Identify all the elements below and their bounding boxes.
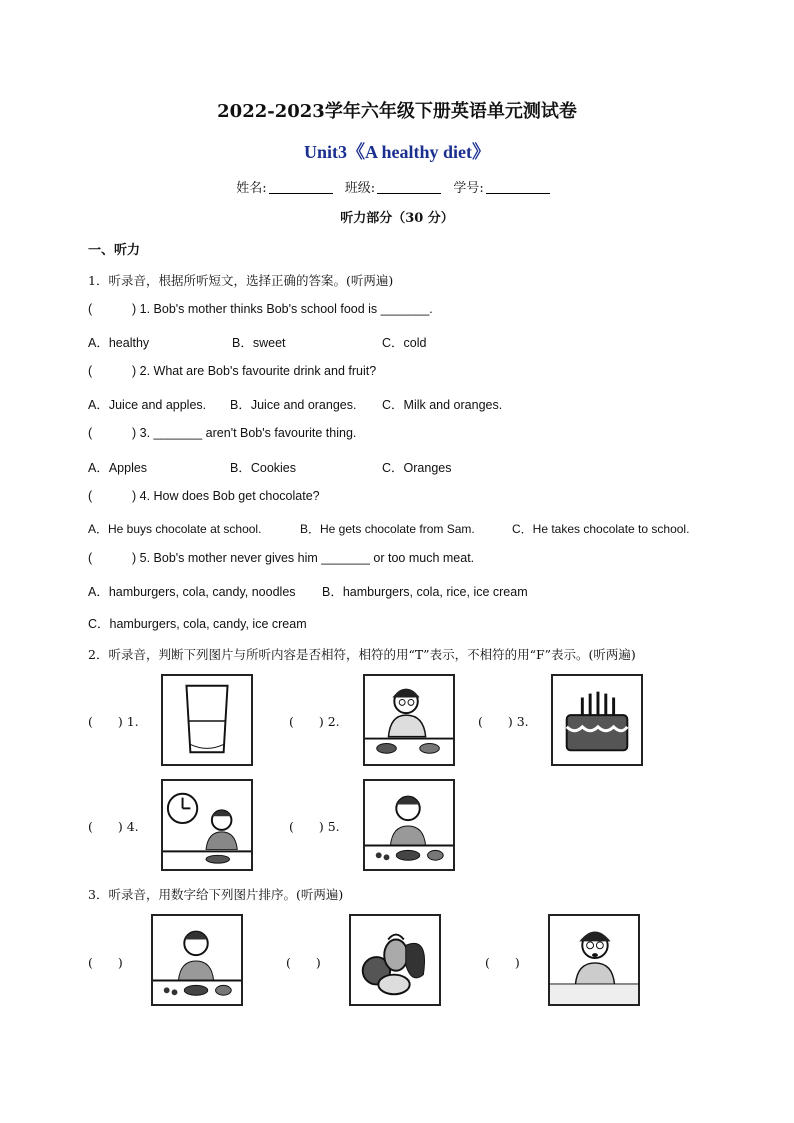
q1-instruction: 1．听录音，根据所听短文，选择正确的答案。(听两遍)	[88, 273, 394, 288]
class-label: 班级:	[344, 181, 376, 196]
option-3c: C．Oranges	[382, 461, 452, 475]
q2-label-5: ( ) 5.	[289, 819, 340, 834]
option-1c: C．cold	[382, 336, 427, 350]
page-title: 2022-2023学年六年级下册英语单元测试卷	[217, 101, 577, 122]
option-4b: B．He gets chocolate from Sam.	[300, 522, 475, 536]
option-3a: A．Apples	[88, 461, 148, 475]
boy-meal-picture	[151, 914, 243, 1006]
option-4c: C．He takes chocolate to school.	[512, 522, 690, 536]
fruit-vegetables-picture	[349, 914, 441, 1006]
option-2a: A．Juice and apples.	[88, 398, 207, 412]
q3-label-1: ( )	[88, 955, 123, 970]
id-blank[interactable]	[486, 181, 550, 194]
option-3b: B．Cookies	[230, 461, 296, 475]
option-1a: A．healthy	[88, 336, 150, 350]
q2-label-1: ( ) 1.	[88, 714, 139, 729]
q2-label-4: ( ) 4.	[88, 819, 139, 834]
question-4: ( ) 4. How does Bob get chocolate?	[88, 489, 320, 503]
student-info	[0, 177, 794, 196]
birthday-cake-picture	[551, 674, 643, 766]
question-1: ( ) 1. Bob's mother thinks Bob's school food is _______.	[88, 302, 433, 316]
option-2c: C．Milk and oranges.	[382, 398, 503, 412]
boy-clock-picture	[161, 779, 253, 871]
q3-instruction: 3．听录音，用数字给下列图片排序。(听两遍)	[88, 887, 344, 902]
option-5b: B．hamburgers, cola, rice, ice cream	[322, 585, 528, 599]
q3-label-2: ( )	[286, 955, 321, 970]
boy-meal-picture	[363, 779, 455, 871]
option-5a: A．hamburgers, cola, candy, noodles	[88, 585, 296, 599]
unit-subtitle: Unit3《A healthy diet》	[303, 142, 490, 162]
girl-eating-picture	[548, 914, 640, 1006]
part-heading: 一、听力	[88, 243, 141, 258]
girl-eating-picture	[363, 674, 455, 766]
question-3: ( ) 3. _______ aren't Bob's favourite thing.	[88, 426, 357, 440]
id-label: 学号:	[453, 181, 484, 196]
q2-instruction: 2．听录音，判断下列图片与所听内容是否相符，相符的用“T”表示，不相符的用“F”表示。(听两遍)	[88, 647, 636, 662]
question-5: ( ) 5. Bob's mother never gives him _______ or too much meat.	[88, 551, 475, 565]
q2-label-2: ( ) 2.	[289, 714, 340, 729]
class-blank[interactable]	[377, 181, 441, 194]
q3-label-3: ( )	[485, 955, 520, 970]
option-2b: B．Juice and oranges.	[230, 398, 357, 412]
option-4a: A．He buys chocolate at school.	[88, 522, 262, 536]
option-5c: C．hamburgers, cola, candy, ice cream	[88, 617, 307, 631]
q2-label-3: ( ) 3.	[478, 714, 529, 729]
option-1b: B．sweet	[232, 336, 286, 350]
name-blank[interactable]	[269, 181, 333, 194]
name-label: 姓名:	[236, 181, 267, 196]
question-2: ( ) 2. What are Bob's favourite drink and fruit?	[88, 364, 377, 378]
glass-of-water-picture	[161, 674, 253, 766]
section-title: 听力部分（30 分）	[340, 211, 454, 226]
